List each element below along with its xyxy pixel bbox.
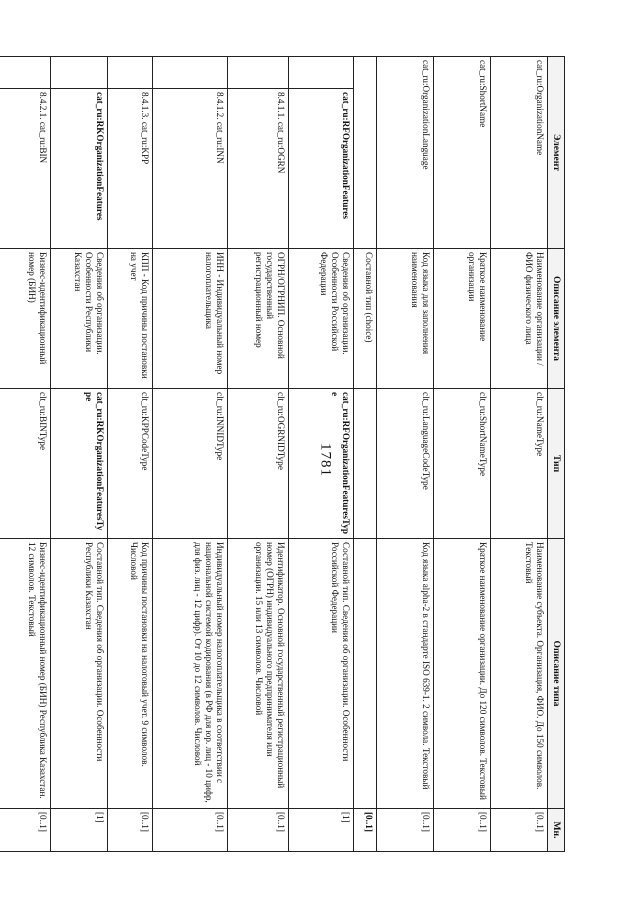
table-row [434,57,491,852]
element-name: cat_ru:BIN [38,121,49,164]
indent-cell [0,57,51,89]
type-cell: clt_ru:KPPCodeType [108,389,153,539]
indent-cell [153,57,228,89]
multiplicity-cell: [0..1] [108,809,153,852]
table-row [228,57,289,852]
type-cell: clt_ru:LanguageCodeType [377,389,434,539]
element-description-cell: Бизнес-идентификационный номер (БИН) [0,249,51,389]
element-description-cell: Сведения об организации. Особенности Российской Федерации [289,249,354,389]
type-description-cell: Наименование субъекта. Организация, ФИО. До 150 символов. Текстовый [491,539,548,809]
indent-cell [108,57,153,89]
table-row [153,57,228,852]
header-multiplicity: Мн. [548,809,565,852]
type-description-cell: Идентификатор. Основной государственный регистрационный номер (ОГРН) индивидуального предпринимателя или организации. 15 или 13 символов. Числовой [228,539,289,809]
row-number: 8.4.1.3. [140,92,151,120]
type-description-cell: Код причины постановки на налоговый учет. 9 символов. Числовой [108,539,153,809]
type-description-cell: Краткое наименование организации. До 120 символов. Текстовый [434,539,491,809]
type-cell: clt_ru:OGRNIDType [228,389,289,539]
element-cell: cat_ru:OrganizationName [491,57,548,249]
element-cell [108,89,153,249]
multiplicity-cell: [0..1] [0,809,51,852]
element-description-cell: ИНН - Индивидуальный номер налогоплательщика [153,249,228,389]
indent-cell [228,57,289,89]
table-row [491,57,548,852]
element-description-cell: ОГРН/ОГРНИП. Основной государственный регистрационный номер [228,249,289,389]
header-type: Тип [548,389,565,539]
element-cell [153,89,228,249]
indent-cell [51,57,108,89]
multiplicity-cell: [0..1] [434,809,491,852]
row-number: 8.4.1.2. [215,92,226,120]
indent-cell [289,57,354,89]
type-description-cell [354,539,377,809]
table-header-row [548,57,565,852]
element-name: cat_ru:INN [215,121,226,164]
table-row [108,57,153,852]
element-cell: cat_ru:OrganizationLanguage [377,57,434,249]
element-description-cell: Составной тип (choice) [354,249,377,389]
table-row [0,57,51,852]
element-name: cat_ru:KPP [140,121,151,165]
element-description-cell: КПП - Код причины постановки на учет [108,249,153,389]
multiplicity-cell: [1] [51,809,108,852]
multiplicity-cell: [0..1] [354,809,377,852]
element-cell: cat_ru:RKOrganizationFeatures [51,89,108,249]
table-row [289,57,354,852]
element-cell: cat_ru:ShortName [434,57,491,249]
header-type-description: Описание типа [548,539,565,809]
element-description-cell: Наименование организации / ФИО физического лица [491,249,548,389]
element-name: cat_ru:OGRN [276,121,287,174]
element-description-cell: Код языка для заполнения наименования [377,249,434,389]
element-cell [228,89,289,249]
type-cell: cat_ru:RFOrganizationFeaturesType [289,389,354,539]
spec-table [0,56,565,852]
table-row [377,57,434,852]
row-number: 8.4.1.1. [276,92,287,120]
type-description-cell: Бизнес-идентификационный номер (БИН) Республика Казахстан. 12 символов. Текстовый [0,539,51,809]
type-description-cell: Код языка alpha-2 в стандарте ISO 639-1. 2 символа. Текстовый [377,539,434,809]
type-description-cell: Индивидуальный номер налогоплательщика в соответствии с национальной системой кодирования (в РФ для юр. лиц - 10 цифр, для физ. лиц - 12 цифр). От 10 до 12 символов. Числовой [153,539,228,809]
element-description-cell: Краткое наименование организации [434,249,491,389]
type-cell: cat_ru:RKOrganizationFeaturesType [51,389,108,539]
type-cell: clt_ru:NameType [491,389,548,539]
element-cell [354,57,377,249]
multiplicity-cell: [0..1] [228,809,289,852]
header-element-description: Описание элемента [548,249,565,389]
type-cell: clt_ru:BINType [0,389,51,539]
row-number: 8.4.2.1. [38,92,49,120]
page-number: 1781 [317,443,334,477]
multiplicity-cell: [0..1] [377,809,434,852]
type-cell [354,389,377,539]
multiplicity-cell: [0..1] [153,809,228,852]
multiplicity-cell: [1] [289,809,354,852]
type-description-cell: Составной тип. Сведения об организации. Особенности Российской Федерации [289,539,354,809]
type-description-cell: Составной тип. Сведения об организации. Особенности Республики Казахстан [51,539,108,809]
table-row [51,57,108,852]
type-cell: clt_ru:INNIDType [153,389,228,539]
multiplicity-cell: [0..1] [491,809,548,852]
element-description-cell: Сведения об организации. Особенности Республики Казахстан [51,249,108,389]
table-row [354,57,377,852]
element-cell [0,89,51,249]
type-cell: clt_ru:ShortNameType [434,389,491,539]
header-element: Элемент [548,57,565,249]
element-cell: cat_ru:RFOrganizationFeatures [289,89,354,249]
spec-table-container [27,56,565,851]
